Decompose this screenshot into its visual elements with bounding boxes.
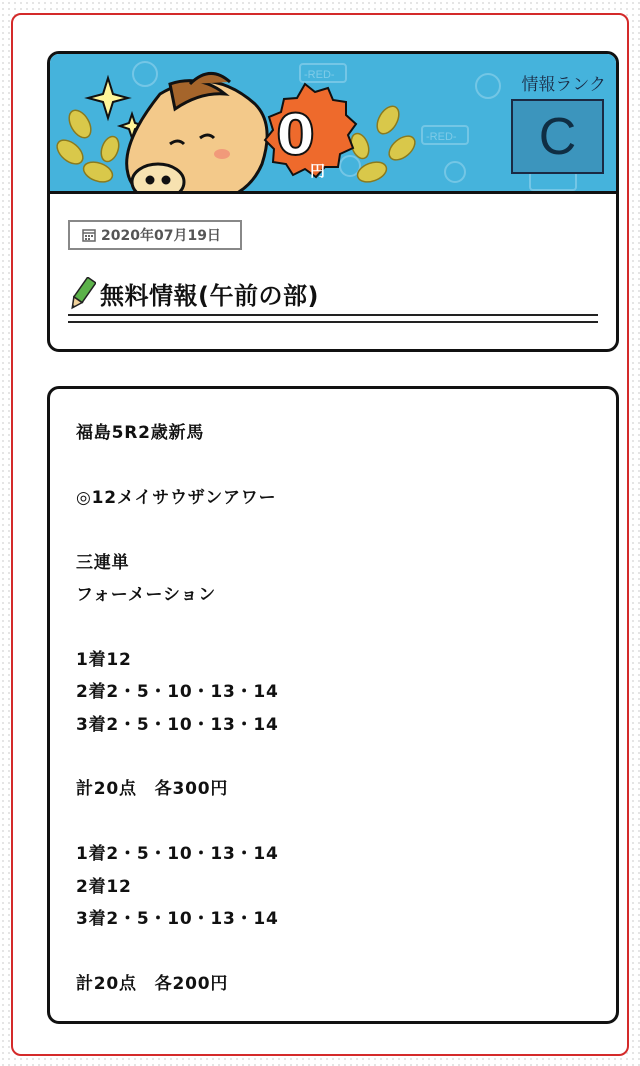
- price-value: 0: [276, 103, 315, 168]
- content-line: [76, 806, 596, 838]
- date-badge: [68, 220, 242, 250]
- content-line: 1着2・5・10・13・14: [76, 844, 279, 865]
- content-line: 計20点 各200円: [76, 973, 229, 994]
- content-line: 3着2・5・10・13・14: [76, 909, 279, 930]
- page-frame: [11, 13, 629, 1056]
- content-line: 計20点 各300円: [76, 779, 229, 800]
- banner: [50, 54, 616, 194]
- header-card: [47, 51, 619, 352]
- pencil-icon: [68, 277, 96, 311]
- content-line: 福島5R2歳新馬: [76, 423, 205, 443]
- price-unit: 円: [310, 162, 326, 180]
- content-line: [76, 611, 596, 643]
- content-line: 2着12: [76, 876, 132, 897]
- title-row: [68, 276, 319, 311]
- calendar-icon: [82, 228, 96, 242]
- content-line: [76, 741, 596, 773]
- content-card: [47, 386, 619, 1024]
- svg-text:-RED-: -RED-: [426, 131, 457, 143]
- pattern-text: -RED-: [304, 69, 335, 81]
- content-line: [76, 935, 596, 967]
- title-divider: [68, 314, 598, 323]
- horse-mascot-icon: [127, 73, 267, 191]
- content-line: フォーメーション: [76, 585, 217, 605]
- rank-label: 情報ランク: [521, 75, 606, 95]
- content-line: 2着2・5・10・13・14: [76, 682, 279, 703]
- post-date: 2020年07月19日: [101, 228, 221, 244]
- content-line: [76, 514, 596, 546]
- content-line: ◎12メイサウザンアワー: [76, 487, 277, 508]
- tip-content: [76, 417, 596, 1000]
- content-line: [76, 449, 596, 481]
- content-line: 1着12: [76, 649, 132, 670]
- content-line: 3着2・5・10・13・14: [76, 714, 279, 735]
- content-line: 三連単: [76, 552, 130, 573]
- page-title: 無料情報(午前の部): [100, 282, 319, 310]
- rank-value: C: [511, 99, 604, 174]
